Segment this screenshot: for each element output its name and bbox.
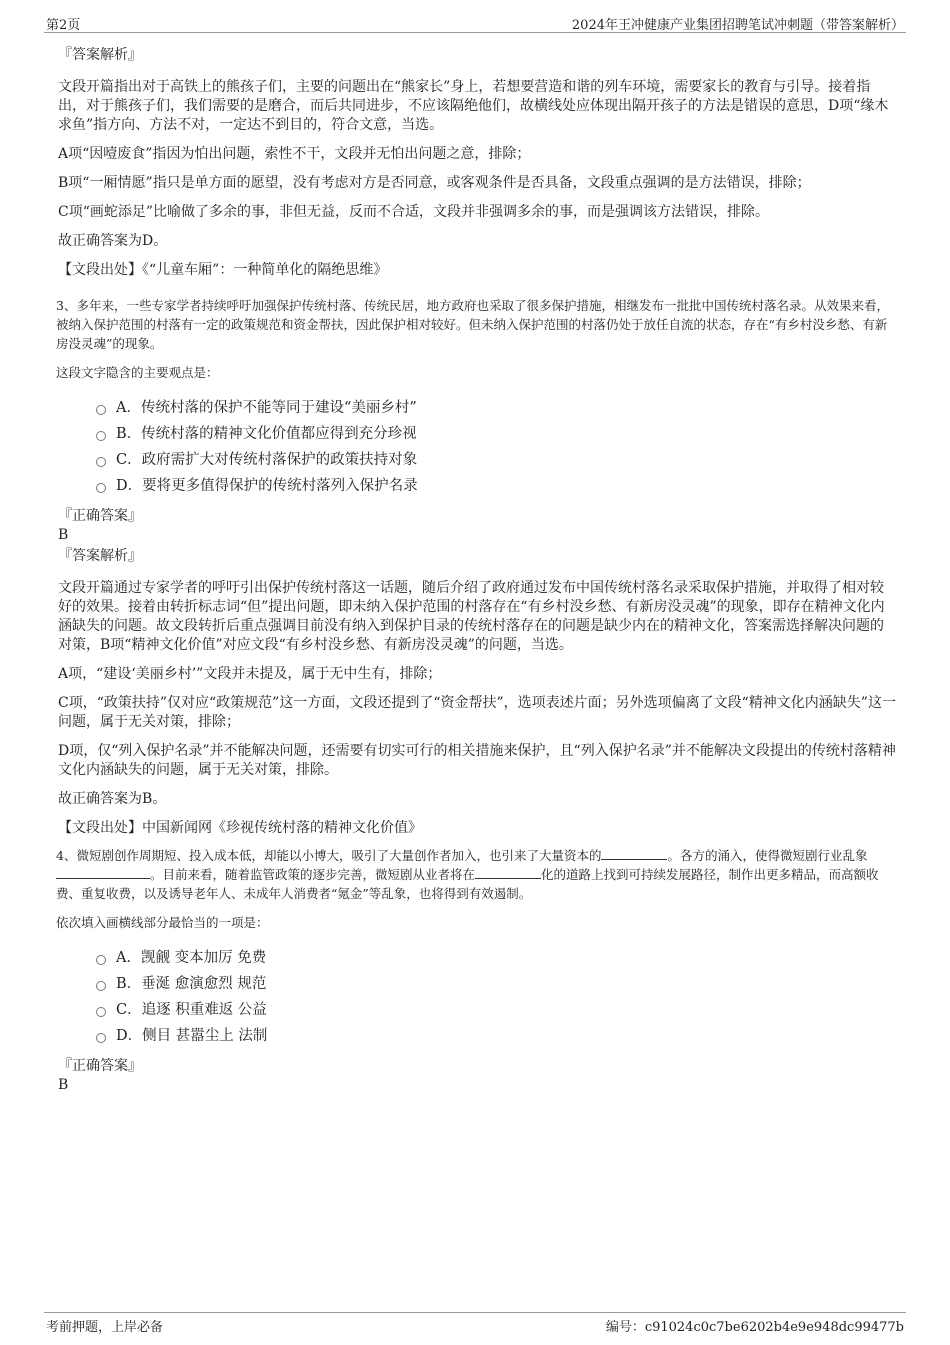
radio-icon[interactable]	[96, 405, 106, 415]
radio-icon[interactable]	[96, 955, 106, 965]
q4-answer-label: 『正确答案』	[58, 1058, 142, 1074]
page-content	[56, 44, 896, 1095]
option-label: D．侧目 甚嚣尘上 法制	[116, 1028, 268, 1044]
q4-stem: 4、微短剧创作周期短、投入成本低，却能以小博大，吸引了大量创作者加入，也引来了大量资本的 。各方的涌入，使得微短剧行业乱象。目前来看，随着监管政策的逐步完善，微短剧从业者将在 化的道路上找到可持续发展路径，制作出更多精品，而高额收费、重复收费，以及诱导老年人、未成年人消费者“氪金”等乱象，也将得到有效遏制。	[56, 848, 879, 901]
q3-answer-label: 『正确答案』	[58, 508, 142, 524]
radio-icon[interactable]	[96, 431, 106, 441]
fill-blank-3	[475, 866, 541, 879]
document-code: 编号：c91024c0c7be6202b4e9e948dc99477b	[605, 1320, 904, 1335]
q3-answer: B	[58, 527, 69, 543]
page-header	[44, 10, 906, 33]
q3-source: 【文段出处】中国新闻网《珍视传统村落的精神文化价值》	[58, 820, 422, 836]
radio-icon[interactable]	[96, 457, 106, 467]
q2-analysis-para: 文段开篇指出对于高铁上的熊孩子们，主要的问题出在“熊家长”身上，若想要营造和谐的列车环境，需要家长的教育与引导。接着指出，对于熊孩子们，我们需要的是磨合，而后共同进步，不应该隔绝他们，故横线处应体现出隔开孩子的方法是错误的意思，D项“缘木求鱼”指方向、方法不对，一定达不到目的，符合文意，当选。	[58, 79, 889, 133]
q2-analysis-para: B项“一厢情愿”指只是单方面的愿望，没有考虑对方是否同意，或客观条件是否具备，文段重点强调的是方法错误，排除；	[58, 175, 811, 191]
q2-analysis-para: C项“画蛇添足”比喻做了多余的事，非但无益，反而不合适，文段并非强调多余的事，而是强调该方法错误，排除。	[58, 204, 770, 220]
q2-analysis-label: 『答案解析』	[58, 47, 142, 63]
option-label: A．觊觎 变本加厉 免费	[116, 950, 267, 966]
q3-analysis-para: A项，“建设‘美丽乡村’”文段并未提及，属于无中生有，排除；	[58, 666, 442, 682]
q3-analysis-para: D项，仅“列入保护名录”并不能解决问题，还需要有切实可行的相关措施来保护，且“列入保护名录”并不能解决文段提出的传统村落精神文化内涵缺失的问题，属于无关对策，排除。	[58, 743, 896, 778]
option-label: D．要将更多值得保护的传统村落列入保护名录	[116, 478, 418, 494]
option-label: C．政府需扩大对传统村落保护的政策扶持对象	[116, 452, 418, 468]
q3-options	[96, 395, 896, 499]
q3-option-c[interactable]	[96, 447, 896, 473]
q4-option-a[interactable]	[96, 945, 896, 971]
option-label: A．传统村落的保护不能等同于建设“美丽乡村”	[116, 400, 417, 416]
q4-option-d[interactable]	[96, 1023, 896, 1049]
radio-icon[interactable]	[96, 483, 106, 493]
page-footer	[44, 1312, 906, 1339]
q3-option-d[interactable]	[96, 473, 896, 499]
page-number: 第2页	[46, 18, 81, 33]
q2-source: 【文段出处】《“儿童车厢”：一种简单化的隔绝思维》	[58, 262, 388, 278]
q3-analysis-para: 文段开篇通过专家学者的呼吁引出保护传统村落这一话题，随后介绍了政府通过发布中国传统村落名录采取保护措施，并取得了相对较好的效果。接着由转折标志词“但”提出问题，即未纳入保护范围的村落存在“有乡村没乡愁、有新房没灵魂”的现象，即存在精神文化内涵缺失的问题。故文段转折后重点强调目前没有纳入到保护目录的传统村落存在的问题是缺少内在的精神文化，答案需选择解决问题的对策，B项“精神文化价值”对应文段“有乡村没乡愁、有新房没灵魂”的问题，当选。	[58, 580, 885, 653]
footer-slogan: 考前押题，上岸必备	[46, 1320, 164, 1335]
q3-option-a[interactable]	[96, 395, 896, 421]
q3-analysis-para: 故正确答案为B。	[58, 791, 167, 807]
q3-lead: 这段文字隐含的主要观点是：	[56, 365, 219, 380]
q4-option-b[interactable]	[96, 971, 896, 997]
fill-blank-1	[601, 847, 667, 860]
q4-answer: B	[58, 1077, 69, 1093]
q4-lead: 依次填入画横线部分最恰当的一项是：	[56, 915, 269, 930]
radio-icon[interactable]	[96, 1007, 106, 1017]
q2-analysis-para: 故正确答案为D。	[58, 233, 168, 249]
q3-analysis-para: C项，“政策扶持”仅对应“政策规范”这一方面，文段还提到了“资金帮扶”，选项表述片面；另外选项偏离了文段“精神文化内涵缺失”这一问题，属于无关对策，排除；	[58, 695, 896, 730]
fill-blank-2	[56, 866, 150, 879]
q3-analysis-label: 『答案解析』	[58, 548, 142, 564]
option-label: B．传统村落的精神文化价值都应得到充分珍视	[116, 426, 417, 442]
q4-options	[96, 945, 896, 1049]
q3-option-b[interactable]	[96, 421, 896, 447]
radio-icon[interactable]	[96, 981, 106, 991]
q3-stem: 3、多年来，一些专家学者持续呼吁加强保护传统村落、传统民居，地方政府也采取了很多保护措施，相继发布一批批中国传统村落名录。从效果来看，被纳入保护范围的村落有一定的政策规范和资金帮扶，因此保护相对较好。但未纳入保护范围的村落仍处于放任自流的状态，存在“有乡村没乡愁、有新房没灵魂”的现象。	[56, 298, 889, 351]
radio-icon[interactable]	[96, 1033, 106, 1043]
document-title: 2024年王冲健康产业集团招聘笔试冲刺题（带答案解析）	[571, 18, 904, 33]
option-label: B．垂涎 愈演愈烈 规范	[116, 976, 267, 992]
q2-analysis-para: A项“因噎废食”指因为怕出问题，索性不干，文段并无怕出问题之意，排除；	[58, 146, 531, 162]
option-label: C．追逐 积重难返 公益	[116, 1002, 267, 1018]
q4-option-c[interactable]	[96, 997, 896, 1023]
